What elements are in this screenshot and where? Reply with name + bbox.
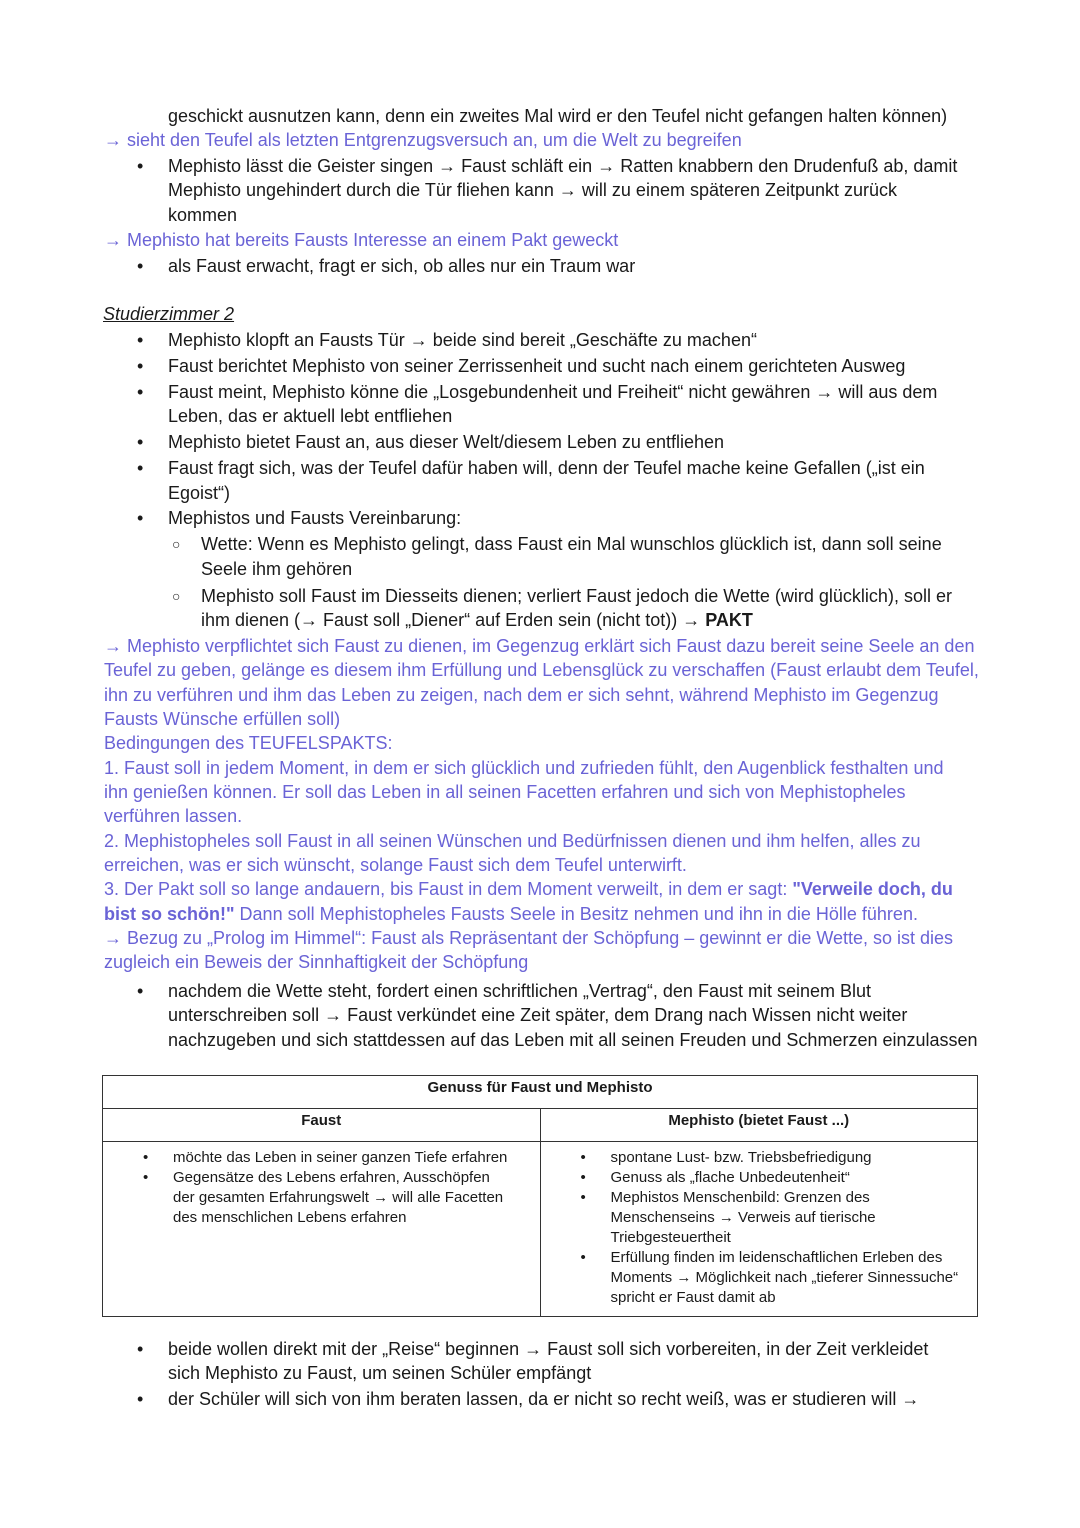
- list-item: • Gegensätze des Lebens erfahren, Ausschöpfen der gesamten Erfahrungswelt → will alle Facetten des menschlichen Lebens erfahren: [173, 1168, 540, 1228]
- text-span: 3. Der Pakt soll so lange andauern, bis Faust in dem Moment verweilt, in dem er sagt:: [104, 879, 793, 899]
- text-line: beide wollen direkt mit der „Reise“ beginnen → Faust soll sich vorbereiten, in der Zeit verkleidet: [168, 1339, 929, 1359]
- quote-bold: bist so schön!": [104, 904, 235, 924]
- text-line: Seele ihm gehören: [201, 559, 353, 579]
- note-line: 1. Faust soll in jedem Moment, in dem er sich glücklich und zufrieden fühlt, den Augenblick festhalten und: [104, 758, 944, 778]
- note-line: → Mephisto verpflichtet sich Faust zu dienen, im Gegenzug erklärt sich Faust dazu bereit seine Seele an den: [104, 636, 975, 656]
- bullet-icon: •: [137, 458, 144, 478]
- text-line: Wette: Wenn es Mephisto gelingt, dass Faust ein Mal wunschlos glücklich ist, dann soll seine: [201, 534, 942, 554]
- note-line: verführen lassen.: [104, 806, 243, 826]
- table-title: Genuss für Faust und Mephisto: [103, 1076, 978, 1109]
- bullet-icon: •: [137, 356, 144, 376]
- text-line: der Schüler will sich von ihm beraten lassen, da er nicht so recht weiß, was er studieren will →: [168, 1389, 920, 1409]
- note-line: ihn zu verführen und ihm das Leben zu zeigen, nach dem er sich sehnt, während Mephisto im Gegenzug: [104, 685, 939, 705]
- bullet-icon: •: [137, 432, 144, 452]
- bullet-icon: •: [137, 156, 144, 176]
- bullet-icon: •: [137, 256, 144, 276]
- note-line: 2. Mephistopheles soll Faust in all seinen Wünschen und Bedürfnissen dienen und ihm helfen, alles zu: [104, 831, 921, 851]
- note-line: Teufel zu geben, gelänge es diesem ihm Erfüllung und Lebensglück zu verschaffen (Faust erlaubt dem Teufel,: [104, 660, 979, 680]
- bullet-icon: •: [137, 330, 144, 350]
- bullet-icon: •: [137, 508, 144, 528]
- bullet-icon: •: [137, 1339, 144, 1359]
- text-line: Mephisto ungehindert durch die Tür fliehen kann → will zu einem späteren Zeitpunkt zurück: [168, 180, 898, 200]
- note-line: Fausts Wünsche erfüllen soll): [104, 709, 341, 729]
- list-item: • spontane Lust- bzw. Triebsbefriedigung: [611, 1148, 968, 1168]
- bullet-icon: •: [137, 981, 144, 1001]
- text-line: als Faust erwacht, fragt er sich, ob alles nur ein Traum war: [168, 256, 636, 276]
- section-heading: Studierzimmer 2: [103, 304, 235, 324]
- bullet-icon: •: [137, 382, 144, 402]
- text-span: Dann soll Mephistopheles Fausts Seele in Besitz nehmen und ihn in die Hölle führen.: [234, 904, 918, 924]
- note-line: Bedingungen des TEUFELSPAKTS:: [104, 733, 393, 753]
- text-line: Mephisto klopft an Fausts Tür → beide sind bereit „Geschäfte zu machen“: [168, 330, 757, 350]
- list-item: • Genuss als „flache Unbedeutenheit“: [611, 1168, 968, 1188]
- text-line: [201, 608, 753, 632]
- circle-bullet-icon: ○: [172, 588, 181, 604]
- list-item: • möchte das Leben in seiner ganzen Tiefe erfahren: [173, 1148, 540, 1168]
- text-span: ihm dienen (→ Faust soll „Diener“ auf Erden sein (nicht tot)) →: [201, 610, 706, 630]
- text-line: unterschreiben soll → Faust verkündet eine Zeit später, dem Drang nach Wissen nicht weiter: [168, 1005, 908, 1025]
- note-line: → sieht den Teufel als letzten Entgrenzugsversuch an, um die Welt zu begreifen: [104, 130, 742, 150]
- text-line: nachzugeben und sich stattdessen auf das Leben mit all seinen Freuden und Schmerzen einzulassen: [168, 1030, 978, 1050]
- faust-list: [103, 1148, 540, 1228]
- text-line: Mephisto bietet Faust an, aus dieser Welt/diesem Leben zu entfliehen: [168, 432, 724, 452]
- text-line: Mephisto lässt die Geister singen → Faust schläft ein → Ratten knabbern den Drudenfuß ab, damit: [168, 156, 958, 176]
- text-line: nachdem die Wette steht, fordert einen schriftlichen „Vertrag“, den Faust mit seinem Blut: [168, 981, 872, 1001]
- note-line: zugleich ein Beweis der Sinnhaftigkeit der Schöpfung: [104, 952, 529, 972]
- note-line: → Mephisto hat bereits Fausts Interesse an einem Pakt geweckt: [104, 230, 619, 250]
- mephisto-list: [541, 1148, 978, 1308]
- note-line: [104, 877, 953, 901]
- note-line: [104, 902, 918, 926]
- mephisto-cell: [540, 1142, 978, 1317]
- list-item: • Mephistos Menschenbild: Grenzen des Menschenseins → Verweis auf tierische Triebgesteuertheit: [611, 1188, 968, 1248]
- column-header-mephisto: Mephisto (bietet Faust ...): [540, 1109, 978, 1142]
- pakt-keyword: PAKT: [705, 610, 753, 630]
- note-line: erreichen, was er sich wünscht, solange Faust sich dem Teufel unterwirft.: [104, 855, 687, 875]
- text-line: Egoist“): [168, 483, 231, 503]
- text-line: Mephisto soll Faust im Diesseits dienen; verliert Faust jedoch die Wette (wird glücklich), soll er: [201, 586, 952, 606]
- bullet-icon: •: [137, 1389, 144, 1409]
- note-line: ihn genießen können. Er soll das Leben in all seinen Facetten erfahren und sich von Mephistopheles: [104, 782, 906, 802]
- faust-cell: [103, 1142, 541, 1317]
- quote-bold: "Verweile doch, du: [792, 879, 953, 899]
- genuss-table: [102, 1075, 978, 1317]
- circle-bullet-icon: ○: [172, 536, 181, 552]
- text-line: geschickt ausnutzen kann, denn ein zweites Mal wird er den Teufel nicht gefangen halten können): [168, 106, 948, 126]
- note-line: → Bezug zu „Prolog im Himmel“: Faust als Repräsentant der Schöpfung – gewinnt er die Wette, so ist dies: [104, 928, 954, 948]
- text-line: Leben, das er aktuell lebt entfliehen: [168, 406, 453, 426]
- text-line: Faust berichtet Mephisto von seiner Zerrissenheit und sucht nach einem gerichteten Ausweg: [168, 356, 906, 376]
- list-item: • Erfüllung finden im leidenschaftlichen Erleben des Moments → Möglichkeit nach „tieferer Sinnessuche“ spricht er Faust damit ab: [611, 1248, 968, 1308]
- text-line: sich Mephisto zu Faust, um seinen Schüler empfängt: [168, 1363, 592, 1383]
- column-header-faust: Faust: [103, 1109, 541, 1142]
- text-line: Faust fragt sich, was der Teufel dafür haben will, denn der Teufel mache keine Gefallen („ist ein: [168, 458, 925, 478]
- text-line: Mephistos und Fausts Vereinbarung:: [168, 508, 462, 528]
- text-line: kommen: [168, 205, 238, 225]
- text-line: Faust meint, Mephisto könne die „Losgebundenheit und Freiheit“ nicht gewähren → will aus dem: [168, 382, 938, 402]
